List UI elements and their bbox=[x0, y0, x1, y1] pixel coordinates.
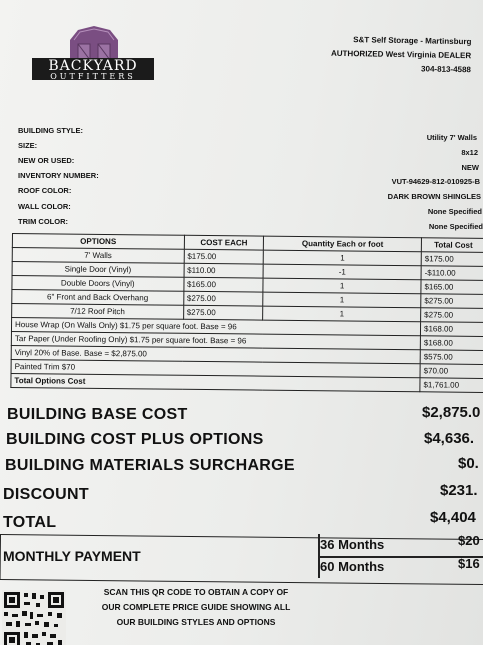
header-quantity: Quantity Each or foot bbox=[264, 236, 422, 252]
spec-label-trim: TRIM COLOR: bbox=[18, 217, 68, 226]
option-total: $275.00 bbox=[421, 294, 483, 309]
dealer-authorized: AUTHORIZED West Virginia DEALER bbox=[330, 48, 472, 61]
option-name: 7' Walls bbox=[12, 248, 184, 264]
extra-option-name: Painted Trim $70 bbox=[11, 359, 420, 377]
option-name: 7/12 Roof Pitch bbox=[12, 304, 184, 320]
extra-option-total: $70.00 bbox=[420, 364, 483, 379]
options-table bbox=[10, 233, 483, 393]
options-total-value: $1,761.00 bbox=[420, 378, 483, 393]
extra-option-name: Tar Paper (Under Roofing Only) $1.75 per square foot. Base = 96 bbox=[11, 331, 420, 349]
dealer-info bbox=[330, 33, 471, 77]
header-total-cost: Total Cost bbox=[421, 238, 483, 253]
extra-option-total: $168.00 bbox=[420, 322, 483, 337]
option-name: 6" Front and Back Overhang bbox=[12, 290, 184, 306]
qr-instructions-line-1: SCAN THIS QR CODE TO OBTAIN A COPY OF bbox=[103, 587, 289, 597]
surcharge-label: BUILDING MATERIALS SURCHARGE bbox=[5, 457, 295, 474]
extra-option-total: $575.00 bbox=[420, 350, 483, 365]
spec-value-condition: NEW bbox=[461, 163, 479, 172]
monthly-payment-label: MONTHLY PAYMENT bbox=[3, 548, 141, 564]
header-options: OPTIONS bbox=[12, 234, 184, 250]
term-60-months: 60 Months bbox=[320, 559, 385, 574]
discount-label: DISCOUNT bbox=[3, 486, 89, 503]
base-cost-label: BUILDING BASE COST bbox=[7, 406, 188, 423]
qr-code[interactable] bbox=[2, 590, 66, 645]
option-cost: $275.00 bbox=[183, 291, 263, 306]
option-qty: 1 bbox=[263, 306, 421, 322]
header-cost-each: COST EACH bbox=[184, 235, 264, 250]
spec-label-style: BUILDING STYLE: bbox=[18, 126, 83, 135]
options-total-label: Total Options Cost bbox=[11, 373, 420, 391]
total-value: $4,404 bbox=[430, 509, 476, 526]
option-total: $275.00 bbox=[421, 308, 483, 323]
qr-instructions bbox=[82, 585, 310, 630]
option-qty: 1 bbox=[263, 278, 421, 294]
spec-value-trim: None Specified bbox=[428, 222, 483, 231]
spec-value-roof: DARK BROWN SHINGLES bbox=[387, 192, 481, 201]
spec-value-inventory: VUT-94629-812-010925-B bbox=[391, 177, 480, 186]
spec-value-wall: None Specified bbox=[427, 207, 482, 216]
qr-instructions-line-3: OUR BUILDING STYLES AND OPTIONS bbox=[116, 617, 276, 627]
term-36-amount: $20 bbox=[458, 533, 480, 548]
cost-plus-options-value: $4,636. bbox=[424, 430, 475, 447]
discount-value: $231. bbox=[440, 482, 478, 499]
surcharge-value: $0. bbox=[458, 455, 479, 472]
option-qty: 1 bbox=[264, 250, 422, 266]
term-36-months: 36 Months bbox=[320, 537, 385, 552]
option-total: -$110.00 bbox=[421, 266, 483, 281]
option-cost: $110.00 bbox=[184, 263, 264, 278]
cost-plus-options-label: BUILDING COST PLUS OPTIONS bbox=[6, 431, 264, 448]
option-cost: $175.00 bbox=[184, 249, 264, 264]
option-name: Single Door (Vinyl) bbox=[12, 262, 184, 278]
spec-label-inventory: INVENTORY NUMBER: bbox=[18, 171, 99, 180]
spec-label-wall: WALL COLOR: bbox=[18, 202, 71, 211]
barn-icon bbox=[68, 26, 120, 60]
option-total: $165.00 bbox=[421, 280, 483, 295]
spec-value-size: 8x12 bbox=[461, 148, 478, 157]
logo-line-1: BACKYARD bbox=[48, 58, 138, 74]
option-cost: $275.00 bbox=[183, 305, 263, 320]
extra-option-total: $168.00 bbox=[420, 336, 483, 351]
backyard-outfitters-logo bbox=[32, 26, 158, 86]
term-60-amount: $16 bbox=[458, 556, 480, 571]
extra-option-name: Vinyl 20% of Base. Base = $2,875.00 bbox=[11, 345, 420, 363]
spec-label-condition: NEW OR USED: bbox=[18, 156, 75, 165]
spec-value-style: Utility 7' Walls bbox=[426, 133, 477, 142]
qr-instructions-line-2: OUR COMPLETE PRICE GUIDE SHOWING ALL bbox=[101, 602, 291, 612]
base-cost-value: $2,875.0 bbox=[422, 404, 481, 421]
total-label: TOTAL bbox=[3, 514, 57, 531]
spec-label-size: SIZE: bbox=[18, 141, 38, 150]
option-total: $175.00 bbox=[421, 252, 483, 267]
option-qty: -1 bbox=[263, 264, 421, 280]
logo-line-2: OUTFITTERS bbox=[50, 72, 136, 81]
option-cost: $165.00 bbox=[183, 277, 263, 292]
extra-option-name: House Wrap (On Walls Only) $1.75 per square foot. Base = 96 bbox=[11, 318, 420, 336]
spec-label-roof: ROOF COLOR: bbox=[18, 186, 72, 195]
option-qty: 1 bbox=[263, 292, 421, 308]
option-name: Double Doors (Vinyl) bbox=[12, 276, 184, 292]
dealer-name: S&T Self Storage - Martinsburg bbox=[352, 35, 472, 47]
dealer-phone: 304-813-4588 bbox=[420, 64, 471, 75]
